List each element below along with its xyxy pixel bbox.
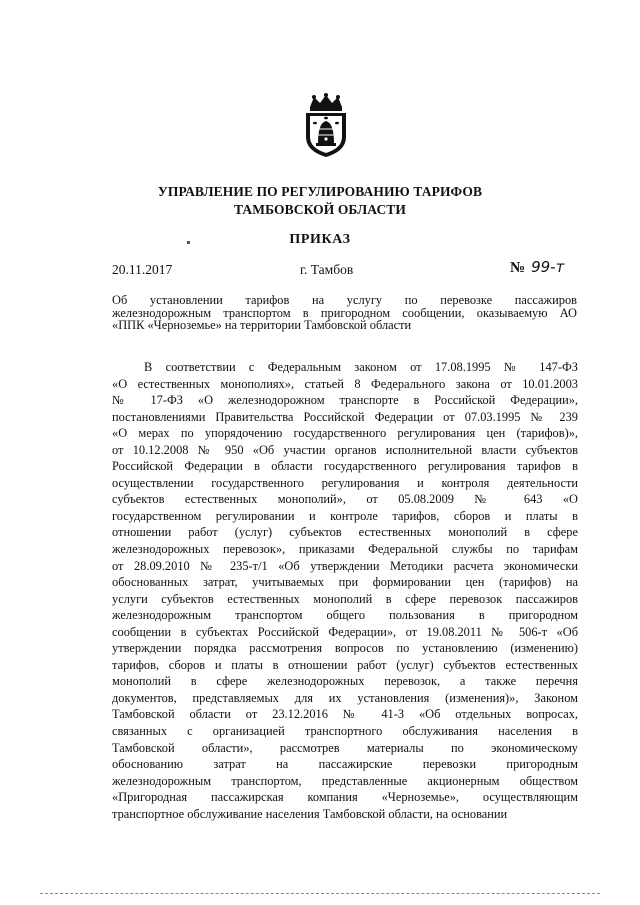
body-line: документов, представляемых для их установления (изменения)», Законом <box>112 690 578 705</box>
body-line: государственном регулировании и контроле тарифов, сборов и платы в <box>112 508 578 523</box>
subject-line: железнодорожным транспортом в пригородном сообщении, оказываемую АО <box>112 305 577 320</box>
body-line: Российской Федерации в области государственного регулирования тарифов в <box>112 459 578 474</box>
body-line: «О мерах по упорядочению государственного регулирования цен (тарифов)», <box>112 426 578 441</box>
org-line-2: ТАМБОВСКОЙ ОБЛАСТИ <box>233 202 407 217</box>
body-line: Тамбовской области», рассмотрев материалы по экономическому <box>112 740 578 755</box>
document-city: г. Тамбов <box>300 262 354 277</box>
subject-line: «ППК «Черноземье» на территории Тамбовской области <box>112 318 412 332</box>
document-subject <box>112 294 577 332</box>
body-line: услуги субъектов естественных монополий в сфере перевозок пассажиров <box>112 591 578 606</box>
body-line: субъектов естественных монополий», от 05.08.2009 № 643 «О <box>112 492 578 507</box>
body-line: связанных с организацией транспортного обслуживания населения в <box>112 724 578 739</box>
subject-line: Об установлении тарифов на услугу по перевозке пассажиров <box>112 293 577 307</box>
body-line: «Пригородная пассажирская компания «Черноземье», осуществляющим <box>112 790 578 805</box>
organization-name <box>100 183 540 219</box>
body-line: транспортное обслуживание населения Тамбовской области, на основании <box>112 806 508 821</box>
body-line: обоснованию затрат на пассажирские перевозки пригородным <box>112 757 578 772</box>
number-label: № <box>510 260 526 276</box>
body-line: осуществлении государственного регулирования и контроля деятельности <box>112 475 578 490</box>
body-line: железнодорожных перевозок», приказами Федеральной службы по тарифам <box>112 542 578 557</box>
body-line: монополий в сфере железнодорожных перевозок, а также перечня <box>112 674 578 689</box>
body-line: утверждении порядка рассмотрения вопросов по установлению (изменению) <box>112 641 578 656</box>
body-line: от 28.09.2010 № 235-т/1 «Об утверждении Методики расчета экономически <box>112 558 578 573</box>
body-line: тарифов, сборов и платы в отношении работ (услуг) субъектов естественных <box>112 657 578 672</box>
body-line: от 10.12.2008 № 950 «Об участии органов исполнительной власти субъектов <box>112 442 578 457</box>
org-line-1: УПРАВЛЕНИЕ ПО РЕГУЛИРОВАНИЮ ТАРИФОВ <box>157 184 483 199</box>
body-line: «О естественных монополиях», статьей 8 Федерального закона от 10.01.2003 <box>112 376 578 391</box>
body-line: железнодорожным транспортом, представленные акционерным обществом <box>112 773 578 788</box>
document-body <box>112 359 578 822</box>
number-value: 99-т <box>531 258 565 276</box>
body-line: железнодорожным транспортом общего пользования в пригородном <box>112 608 578 623</box>
body-line: сообщении в субъектах Российской Федерации», от 19.08.2011 № 506-т «Об <box>112 624 578 639</box>
document-number <box>510 258 564 277</box>
body-line: обоснованных затрат, учитываемых при формировании цен (тарифов) на <box>112 575 578 590</box>
body-line: № 17-ФЗ «О железнодорожном транспорте в Российской Федерации», <box>112 393 578 408</box>
body-line: постановлениями Правительства Российской Федерации от 07.03.1995 № 239 <box>112 409 578 424</box>
document-date: 20.11.2017 <box>112 262 173 277</box>
body-line: В соответствии с Федеральным законом от 17.08.1995 № 147-ФЗ <box>144 360 578 374</box>
body-line: отношении работ (услуг) субъектов естественных монополий в сфере <box>112 525 578 540</box>
scan-speck <box>187 241 190 244</box>
coat-of-arms-icon <box>300 93 352 159</box>
body-line: Тамбовской области от 23.12.2016 № 41-З «Об отдельных вопросах, <box>112 707 578 722</box>
scan-bottom-edge <box>40 893 600 895</box>
document-type: ПРИКАЗ <box>289 232 351 247</box>
